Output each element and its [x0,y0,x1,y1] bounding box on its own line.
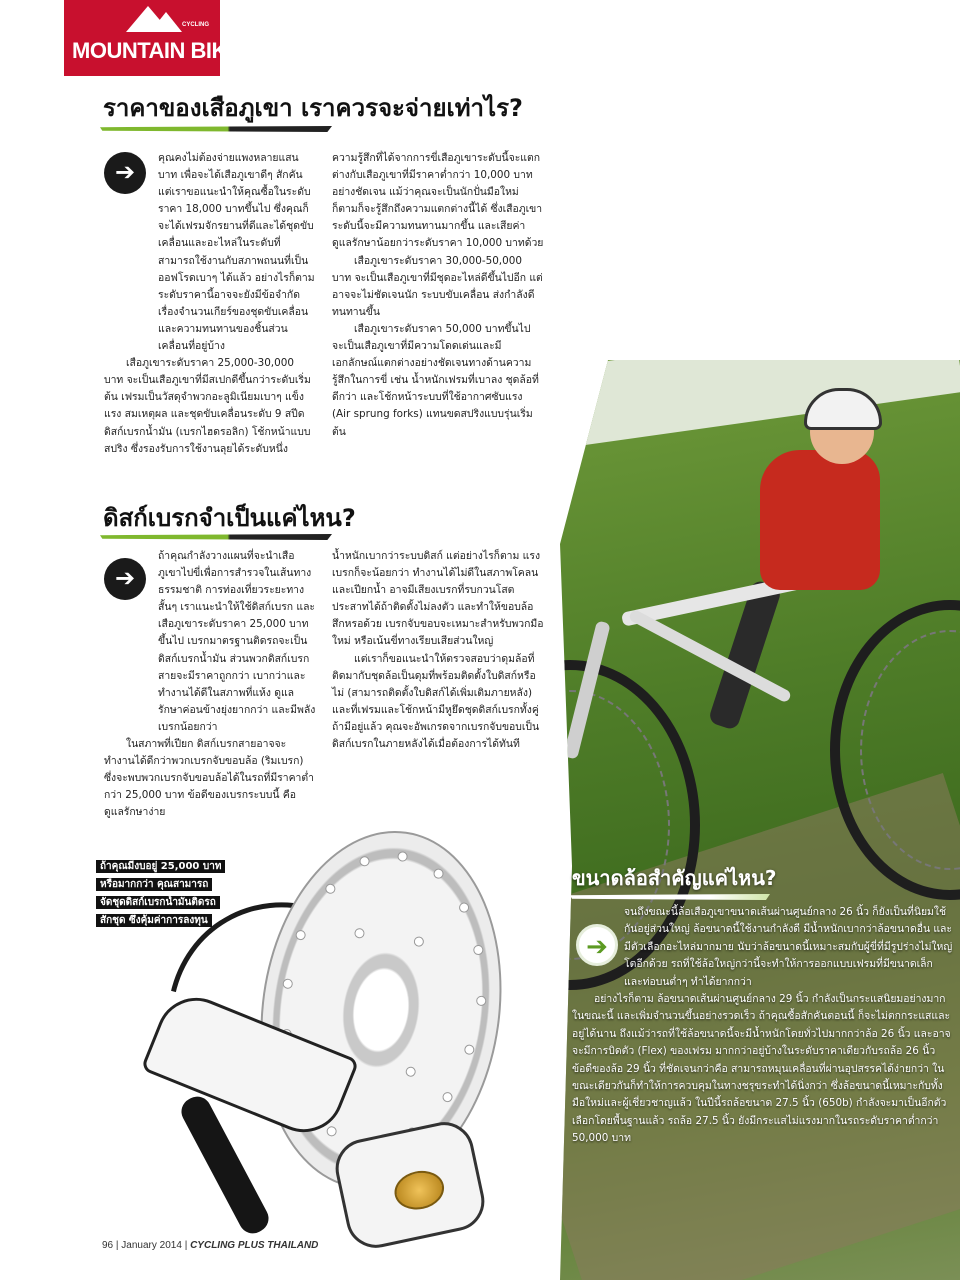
paragraph: น้ำหนักเบากว่าระบบดิสก์ แต่อย่างไรก็ตาม แรงเบรกก็จะน้อยกว่า ทำงานได้ไม่ดีในสภาพโคลนและเปียกน้ำ อาจมีเสียงเบรกที่รบกวนโสตประสาทได้ถ้าติดตั้งไม่ลงตัว และทำให้ขอบล้อสึกหรอด้วย เบรกจับขอบจะเหมาะสำหรับพวกมือใหม่ หรือเน้นขี่ทางเรียบเสียส่วนใหญ่ [332,550,544,648]
sky [560,360,960,447]
paragraph: ในสภาพที่เปียก ดิสก์เบรกสายอาจจะทำงานได้ดีกว่าพวกเบรกจับขอบล้อ (ริมเบรก) ซึ่งจะพบพวกเบรกจับขอบล้อได้ในรถที่มีราคาต่ำกว่า 25,000 บาท ข้อดีของเบรกระบบนี้ คือ ดูแลรักษาง่าย [104,738,314,819]
paragraph: จนถึงขณะนี้ล้อเสือภูเขาขนาดเส้นผ่านศูนย์กลาง 26 นิ้ว ก็ยังเป็นที่นิยมใช้กันอยู่ส่วนใหญ่ ล้อขนาดนี้ใช้งานกำลังดี มีน้ำหนักเบากว่าล้อขนาดอื่น และมีตัวเลือกอะไหล่มากมาย นับว่าล้อขนาดนี้เหมาะสมกับผู้ขี่ที่มีรูปร่างไม่ใหญ่โตอีกด้วย รถที่ใช้ล้อใหญ่กว่านี้จะทำให้การออกแบบเฟรมที่มีขนาดเล็ก และท่อบนต่ำๆ ทำได้ยากกว่า [624,906,953,988]
paragraph: แต่เราก็ขอแนะนำให้ตรวจสอบว่าดุมล้อที่ติดมากับชุดล้อเป็นดุมที่พร้อมติดตั้งใบดิสก์หรือไม่ (สามารถติดตั้งใบดิสก์ได้เพิ่มเติมภายหลัง) และที่เฟรมและโช้กหน้ามีหูยึดชุดดิสก์เบรกทั้งคู่ ถ้ามีอยู่แล้ว คุณจะอัพเกรดจากเบรกจับขอบเป็นดิสก์เบรกในภายหลังได้เมื่อต้องการได้ทันที [332,652,540,751]
mountain-bike-logo [64,0,242,76]
pull-quote-line: สักชุด ซึ่งคุ้มค่าการลงทุน [96,914,212,927]
page-footer: 96 | January 2014 | CYCLING PLUS THAILAND [102,1240,319,1251]
paragraph: คุณคงไม่ต้องจ่ายแพงหลายแสนบาท เพื่อจะได้เสือภูเขาดีๆ สักคัน แต่เราขอแนะนำให้คุณซื้อในระดับราคา 18,000 บาทขึ้นไป ซึ่งคุณก็จะได้เฟรมจักรยานที่ดีและได้ชุดขับเคลื่อนและอะไหล่ในระดับที่สามารถใช้งานกับสภาพถนนที่เป็นออฟโรดเบาๆ ได้แล้ว อย่างไรก็ตาม ระดับราคานี้อาจจะยังมีข้อจำกัดเรื่องจำนวนเกียร์ของชุดขับเคลื่อน และความทนทานของชิ้นส่วนเคลื่อนที่อยู่บ้าง [158,152,315,353]
rider-jersey [760,450,880,590]
mountain-icon-small [150,12,182,32]
pull-quote-line: ถ้าคุณมีงบอยู่ 25,000 บาท [96,860,225,873]
section2-column-1 [104,548,316,822]
section-heading-disc-brake: ดิสก์เบรกจำเป็นแค่ไหน? [103,504,356,532]
paragraph: เสือภูเขาระดับราคา 50,000 บาทขึ้นไป จะเป็นเสือภูเขาที่มีความโดดเด่นและมีเอกลักษณ์แตกต่างอย่างชัดเจนทางด้านความรู้สึกในการขี่ เช่น น้ำหนักเฟรมที่เบาลง ชุดล้อที่ดีกว่า และโช้กหน้าระบบที่ใช้อากาศซับแรง (Air sprung forks) แทนขดสปริงแบบรุ่นเริ่มต้น [332,322,539,438]
caliper-piston [391,1166,448,1214]
paragraph: อย่างไรก็ตาม ล้อขนาดเส้นผ่านศูนย์กลาง 29 นิ้ว กำลังเป็นกระแสนิยมอย่างมากในขณะนี้ และเพิ่มจำนวนขึ้นอย่างรวดเร็ว ถ้าคุณซื้อสักคันตอนนี้ ก็จะไม่ตกกระแสและอยู่ได้นาน ถึงแม้ว่ารถที่ใช้ล้อขนาดนี้จะมีน้ำหนักโดยทั่วไปมากกว่าล้อ 26 นิ้ว และอาจจะมีการบิดตัว (Flex) ของเฟรม มากกว่าอยู่บ้างในระดับราคาเดียวกับรถล้อ 26 นิ้ว ข้อดีของล้อ 29 นิ้ว ที่ชัดเจนกว่าคือ สามารถหมุนเคลื่อนที่ผ่านอุปสรรคได้ง่ายกว่า ในขณะเดียวกันก็ทำให้การควบคุมในทางชรุขระทำได้นิ่งกว่า ซึ่งล้อขนาดนี้เหมาะกับทั้งมือใหม่และผู้เชี่ยวชาญแล้ว ในปีนี้รถล้อขนาด 27.5 นิ้ว (650b) กำลังจะมาเป็นอีกตัวเลือกโดยพื้นฐานแล้ว รถล้อ 27.5 นิ้ว ยังมีกระแสไม่แรงมากในรถระดับราคาต่ำกว่า 50,000 บาท [572,993,951,1145]
arrow-right-icon: ➔ [104,558,146,600]
page-number: 96 [102,1240,114,1251]
arrow-right-icon: ➔ [576,924,618,966]
section2-column-2 [332,548,544,753]
paragraph: ความรู้สึกที่ได้จากการขี่เสือภูเขาระดับนี้จะแตกต่างกับเสือภูเขาที่มีราคาต่ำกว่า 10,000 บาทอย่างชัดเจน แม้ว่าคุณจะเป็นนักปั่นมือใหม่ก็ตามก็จะรู้สึกถึงความแตกต่างนี้ได้ ซึ่งเสือภูเขาระดับนี้จะมีความทนทานมากขึ้น และเสียค่าดูแลรักษาน้อยกว่าระดับราคา 10,000 บาทด้วย [332,152,544,250]
pull-quote-line: หรือมากกว่า คุณสามารถ [96,878,212,891]
section1-column-2 [332,150,544,441]
logo-text: MOUNTAIN BIKE [72,38,242,63]
logo-badge: CYCLING [182,22,209,28]
paragraph: เสือภูเขาระดับราคา 30,000-50,000 บาท จะเป็นเสือภูเขาที่มีชุดอะไหล่ดีขึ้นไปอีก แต่อาจจะไม่ชัดเจนนัก ระบบขับเคลื่อน ส่งกำลังดีทนทานขึ้น [332,254,543,318]
magazine-name: CYCLING PLUS THAILAND [190,1240,319,1251]
paragraph: เสือภูเขาระดับราคา 25,000-30,000 บาท จะเป็นเสือภูเขาที่มีสเปกดีขึ้นกว่าระดับเริ่มต้น เฟรมเป็นวัสดุจำพวกอะลูมิเนียมเบาๆ แข็งแรง สมเหตุผล และชุดขับเคลื่อนระดับ 9 สปีด ดิสก์เบรกน้ำมัน (เบรกไฮดรอลิก) โช้กหน้าแบบสปริง ซึ่งรองรับการใช้งานลุยได้ระดับหนึ่ง [104,357,311,455]
paragraph: ถ้าคุณกำลังวางแผนที่จะนำเสือภูเขาไปขี่เพื่อการสำรวจในเส้นทางธรรมชาติ การท่องเที่ยวระยะทางสั้นๆ เราแนะนำให้ใช้ดิสก์เบรก และเสือภูเขาระดับราคา 25,000 บาทขึ้นไป เบรกมาตรฐานติดรถจะเป็นดิสก์เบรกน้ำมัน ส่วนพวกดิสก์เบรกสายจะมีราคาถูกกว่า เบากว่าและทำงานได้ดีในสภาพที่แห้ง ดูแลรักษาค่อนข้างยุ่งยากกว่า และมีพลังเบรกน้อยกว่า [158,550,316,733]
arrow-right-icon: ➔ [104,152,146,194]
issue-date: January 2014 [121,1240,182,1251]
section-heading-wheel-size: ขนาดล้อสำคัญแค่ไหน? [572,866,777,890]
section-heading-price: ราคาของเสือภูเขา เราควรจะจ่ายเท่าไร? [103,94,523,122]
section3-body [572,904,954,1148]
section1-column-1 [104,150,316,458]
pull-quote [96,858,252,930]
pull-quote-line: จัดชุดดิสก์เบรกน้ำมันติดรถ [96,896,220,909]
